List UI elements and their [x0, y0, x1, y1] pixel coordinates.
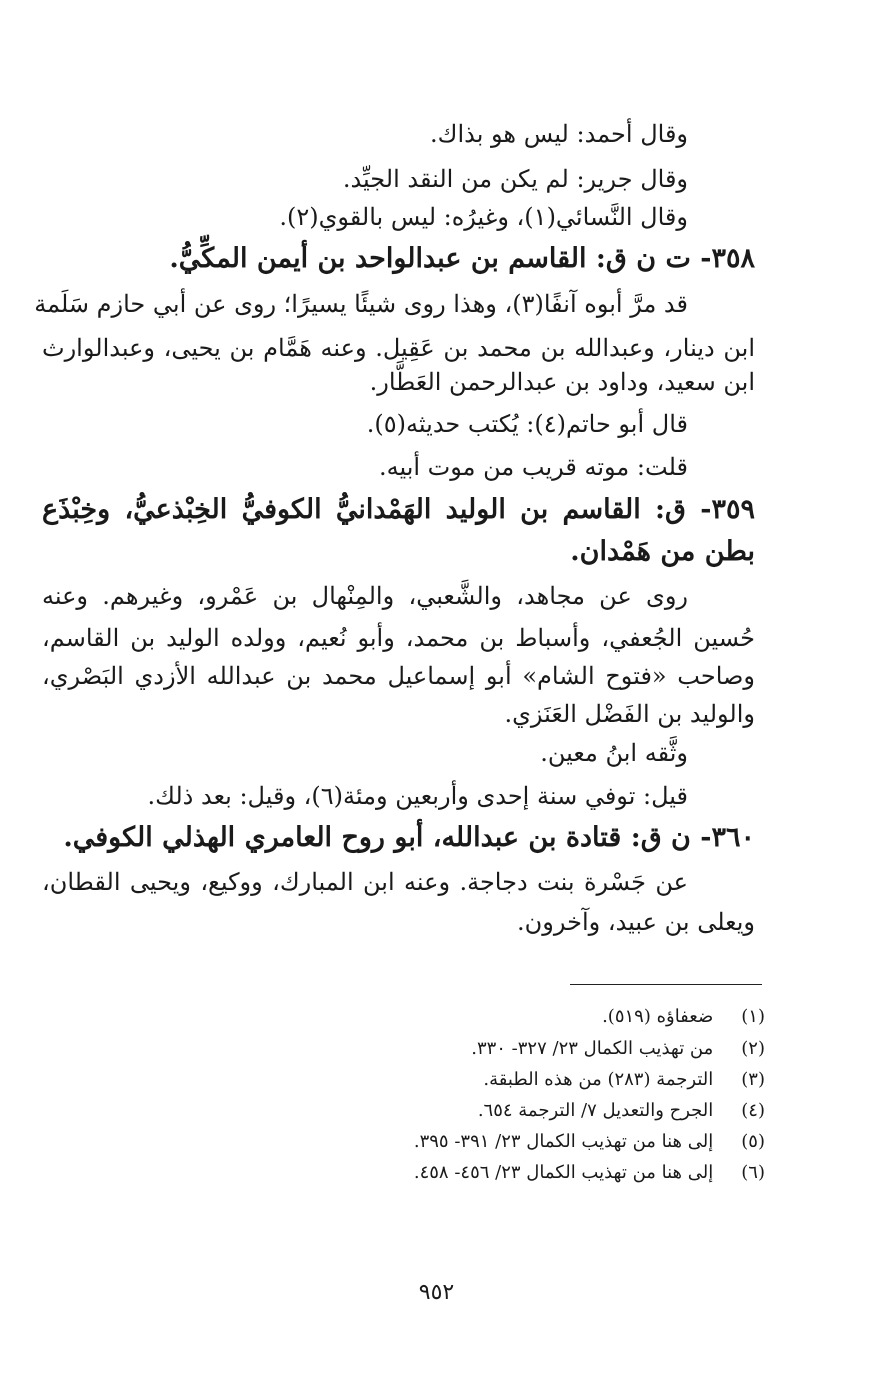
text-line: وقال أحمد: ليس هو بذاك.: [430, 120, 688, 148]
text-line: ابن سعيد، وداود بن عبدالرحمن العَطَّار.: [369, 368, 755, 396]
footnote-text: من تهذيب الكمال ٢٣/ ٣٢٧- ٣٣٠.: [471, 1038, 714, 1059]
footnote-number: (٣): [741, 1069, 765, 1090]
text-line: حُسين الجُعفي، وأسباط بن محمد، وأبو نُعيم، وولده الوليد بن القاسم،: [42, 624, 755, 652]
text-line: قلت: موته قريب من موت أبيه.: [378, 453, 688, 481]
entry-heading-359: ٣٥٩- ق: القاسم بن الوليد الهَمْدانيُّ الكوفيُّ الخِبْذعيُّ، وخِبْذَع: [42, 494, 755, 525]
entry-heading-360: ٣٦٠- ن ق: قتادة بن عبدالله، أبو روح العامري الهذلي الكوفي.: [63, 822, 755, 853]
footnote: [602, 1008, 765, 1026]
footnote-text: ضعفاؤه (٥١٩).: [602, 1006, 714, 1027]
footnote-number: (٥): [741, 1131, 765, 1152]
footnote-text: إلى هنا من تهذيب الكمال ٢٣/ ٤٥٦- ٤٥٨.: [413, 1162, 714, 1183]
entry-heading-358: ٣٥٨- ت ن ق: القاسم بن عبدالواحد بن أيمن المكِّيُّ.: [169, 243, 755, 274]
footnote-text: إلى هنا من تهذيب الكمال ٢٣/ ٣٩١- ٣٩٥.: [413, 1131, 714, 1152]
text-line: روى عن مجاهد، والشَّعبي، والمِنْهال بن عَمْرو، وغيرهم. وعنه: [42, 582, 688, 610]
footnote-number: (٦): [741, 1162, 765, 1183]
text-line: والوليد بن الفَضْل العَنَزي.: [504, 700, 755, 728]
text-line: وثَّقه ابنُ معين.: [540, 739, 688, 767]
footnote-number: (٢): [741, 1038, 765, 1059]
text-line: قال أبو حاتم(٤): يُكتب حديثه(٥).: [366, 410, 688, 438]
footnote: [483, 1071, 765, 1089]
footnote-number: (٤): [741, 1100, 765, 1121]
footnote-separator: [570, 984, 762, 985]
text-line: قد مرَّ أبوه آنفًا(٣)، وهذا روى شيئًا يسيرًا؛ روى عن أبي حازم سَلَمة: [34, 290, 688, 318]
footnote-text: الترجمة (٢٨٣) من هذه الطبقة.: [483, 1069, 714, 1090]
text-line: وصاحب «فتوح الشام» أبو إسماعيل محمد بن عبدالله الأزدي البَصْري،: [42, 662, 755, 690]
footnote: [471, 1040, 765, 1058]
entry-heading-359-cont: بطن من هَمْدان.: [570, 536, 755, 567]
text-line: وقال جرير: لم يكن من النقد الجيِّد.: [342, 165, 688, 193]
footnote-number: (١): [741, 1006, 765, 1027]
footnote: [478, 1102, 765, 1120]
footnote: [414, 1133, 765, 1151]
text-line: قيل: توفي سنة إحدى وأربعين ومئة(٦)، وقيل: بعد ذلك.: [147, 782, 688, 810]
page-number: ٩٥٢: [418, 1280, 455, 1305]
text-line: عن جَسْرة بنت دجاجة. وعنه ابن المبارك، ووكيع، ويحيى القطان،: [42, 868, 688, 896]
text-line: ابن دينار، وعبدالله بن محمد بن عَقِيل. وعنه هَمَّام بن يحيى، وعبدالوارث: [42, 334, 755, 362]
text-line: وقال النَّسائي(١)، وغيرُه: ليس بالقوي(٢).: [279, 203, 688, 231]
footnote: [414, 1164, 765, 1182]
text-line: ويعلى بن عبيد، وآخرون.: [517, 908, 755, 936]
footnote-text: الجرح والتعديل ٧/ الترجمة ٦٥٤.: [477, 1100, 714, 1121]
